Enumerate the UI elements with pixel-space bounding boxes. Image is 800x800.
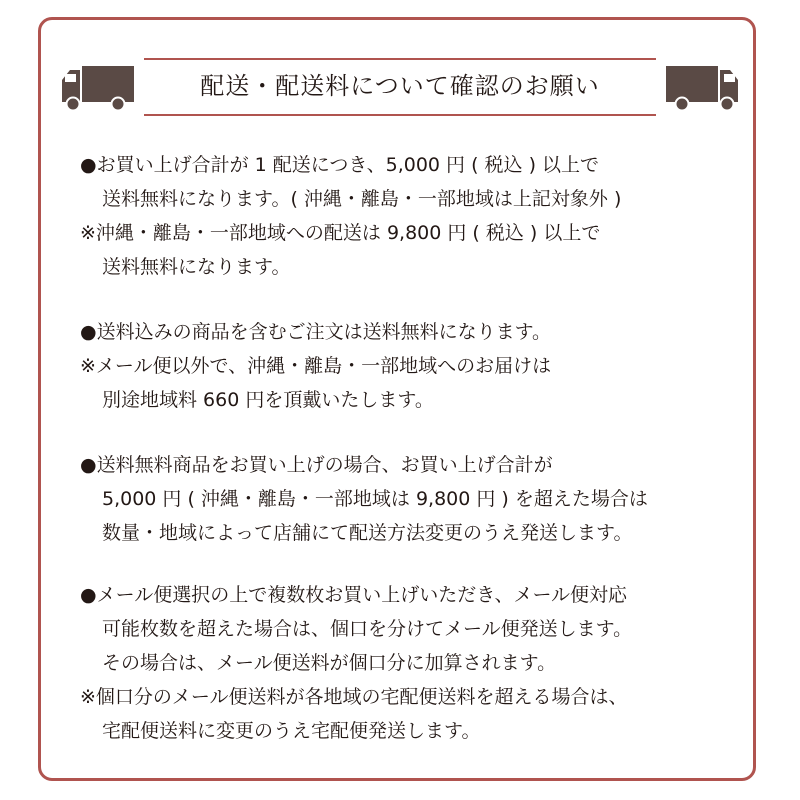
title-rule-bottom: [144, 114, 656, 116]
notice-section-4: [80, 578, 760, 748]
notice-line: ●メール便選択の上で複数枚お買い上げいただき、メール便対応: [80, 584, 628, 606]
notice-section-2: [80, 315, 760, 417]
notice-line: ●送料無料商品をお買い上げの場合、お買い上げ合計が: [80, 454, 553, 476]
notice-line: ※沖縄・離島・一部地域への配送は 9,800 円 ( 税込 ) 以上で: [80, 222, 601, 244]
notice-line: 5,000 円 ( 沖縄・離島・一部地域は 9,800 円 ) を超えた場合は: [102, 488, 648, 510]
notice-line: ※個口分のメール便送料が各地域の宅配便送料を超える場合は、: [80, 686, 628, 708]
title-rule-top: [144, 58, 656, 60]
notice-line: 送料無料になります。( 沖縄・離島・一部地域は上記対象外 ): [102, 188, 622, 210]
notice-section-1: [80, 148, 760, 284]
title-banner: [144, 58, 656, 116]
notice-line: その場合は、メール便送料が個口分に加算されます。: [102, 652, 557, 674]
notice-line: 送料無料になります。: [102, 256, 291, 278]
truck-icon: [60, 64, 136, 112]
page-title: 配送・配送料について確認のお願い: [200, 72, 600, 100]
notice-line: 可能枚数を超えた場合は、個口を分けてメール便発送します。: [102, 618, 633, 640]
truck-icon: [664, 64, 740, 112]
notice-line: 宅配便送料に変更のうえ宅配便発送します。: [102, 720, 481, 742]
notice-section-3: [80, 448, 760, 550]
notice-line: 別途地域料 660 円を頂戴いたします。: [102, 389, 434, 411]
notice-line: ●お買い上げ合計が 1 配送につき、5,000 円 ( 税込 ) 以上で: [80, 154, 600, 176]
notice-line: 数量・地域によって店舗にて配送方法変更のうえ発送します。: [102, 522, 633, 544]
notice-line: ●送料込みの商品を含むご注文は送料無料になります。: [80, 321, 552, 343]
notice-line: ※メール便以外で、沖縄・離島・一部地域へのお届けは: [80, 355, 552, 377]
